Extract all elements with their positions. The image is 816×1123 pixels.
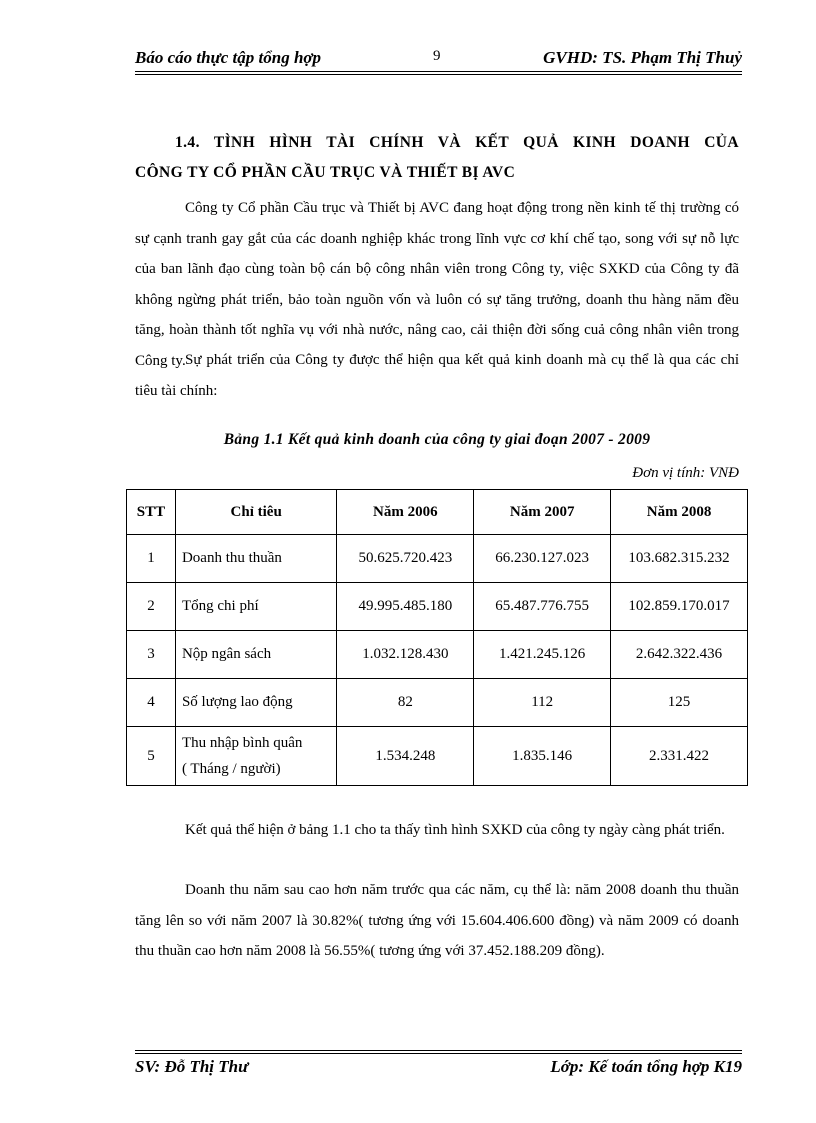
footer-student: SV: Đỗ Thị Thư — [135, 1057, 249, 1076]
table-header-row — [127, 490, 748, 535]
cell-2006: 1.032.128.430 — [337, 631, 474, 679]
page-header — [135, 48, 742, 72]
column-header-2007: Năm 2007 — [474, 490, 611, 535]
table-row — [127, 631, 748, 679]
cell-2008: 102.859.170.017 — [611, 583, 748, 631]
cell-indicator: Doanh thu thuần — [175, 535, 336, 583]
cell-2008: 125 — [611, 679, 748, 727]
cell-indicator-line-2: ( Tháng / người) — [181, 761, 281, 777]
paragraph-result: Kết quả thể hiện ở bảng 1.1 cho ta thấy tình hình SXKD của công ty ngày càng phát triển. — [185, 822, 725, 838]
cell-2007: 1.835.146 — [474, 727, 611, 786]
cell-indicator-line-1: Thu nhập bình quân — [181, 735, 303, 751]
cell-2007: 65.487.776.755 — [474, 583, 611, 631]
paragraph-revenue: Doanh thu năm sau cao hơn năm trước qua các năm, cụ thể là: năm 2008 doanh thu thuần tăng lên so với năm 2007 là 30.82%( tương ứng với 15.604.406.600 đồng) và năm 2009 có doanh thu thuần cao hơn năm 2008 là 56.55%( tương ứng với 37.452.188.209 đồng). — [135, 882, 739, 959]
cell-indicator: Số lượng lao động — [175, 679, 336, 727]
cell-stt: 3 — [127, 631, 176, 679]
cell-2008: 103.682.315.232 — [611, 535, 748, 583]
column-header-stt: STT — [127, 490, 176, 535]
paragraph-development: Sự phát triển của Công ty được thể hiện qua kết quả kinh doanh mà cụ thể là qua các chỉ tiêu tài chính: — [135, 352, 739, 399]
cell-2008: 2.331.422 — [611, 727, 748, 786]
column-header-indicator: Chỉ tiêu — [175, 490, 336, 535]
section-heading-line-1: 1.4. TÌNH HÌNH TÀI CHÍNH VÀ KẾT QUẢ KINH DOANH CỦA — [175, 134, 739, 151]
table-row — [127, 679, 748, 727]
business-results-table — [126, 489, 748, 786]
footer-class: Lớp: Kế toán tổng hợp K19 — [550, 1057, 742, 1076]
cell-2007: 1.421.245.126 — [474, 631, 611, 679]
footer-rule-double — [135, 1053, 742, 1054]
cell-indicator — [175, 727, 336, 786]
cell-stt: 2 — [127, 583, 176, 631]
column-header-2008: Năm 2008 — [611, 490, 748, 535]
section-heading-line-2: CÔNG TY CỔ PHẦN CẦU TRỤC VÀ THIẾT BỊ AVC — [135, 164, 516, 181]
header-report-title: Báo cáo thực tập tổng hợp — [135, 48, 322, 67]
cell-stt: 1 — [127, 535, 176, 583]
page-number: 9 — [433, 48, 441, 64]
cell-stt: 5 — [127, 727, 176, 786]
header-rule-double — [135, 74, 742, 75]
cell-2006: 50.625.720.423 — [337, 535, 474, 583]
cell-2007: 66.230.127.023 — [474, 535, 611, 583]
header-rule — [135, 71, 742, 72]
page-footer — [135, 1057, 742, 1081]
footer-rule — [135, 1050, 742, 1051]
section-heading — [135, 128, 739, 188]
table-row — [127, 727, 748, 786]
cell-2006: 1.534.248 — [337, 727, 474, 786]
cell-stt: 4 — [127, 679, 176, 727]
table-row — [127, 535, 748, 583]
cell-indicator: Nộp ngân sách — [175, 631, 336, 679]
paragraph-intro: Công ty Cổ phần Cầu trục và Thiết bị AVC đang hoạt động trong nền kinh tế thị trường có sự cạnh tranh gay gắt của các doanh nghiệp khác trong lĩnh vực cơ khí chế tạo, song với sự nỗ lực của ban lãnh đạo cùng toàn bộ cán bộ công nhân viên trong Công ty, việc SXKD của Công ty đã không ngừng phát triển, bảo toàn nguồn vốn và luôn có sự tăng trưởng, doanh thu hàng năm đều tăng, hoàn thành tốt nghĩa vụ với nhà nước, nâng cao, cải thiện đời sống cuả công nhân viên trong Công ty. — [135, 200, 739, 369]
cell-2008: 2.642.322.436 — [611, 631, 748, 679]
table-row — [127, 583, 748, 631]
cell-2006: 49.995.485.180 — [337, 583, 474, 631]
cell-2007: 112 — [474, 679, 611, 727]
table-unit: Đơn vị tính: VNĐ — [632, 465, 739, 481]
column-header-2006: Năm 2006 — [337, 490, 474, 535]
header-advisor: GVHD: TS. Phạm Thị Thuỷ — [543, 48, 742, 67]
table-caption: Bảng 1.1 Kết quả kinh doanh của công ty giai đoạn 2007 - 2009 — [223, 431, 651, 448]
cell-2006: 82 — [337, 679, 474, 727]
cell-indicator: Tổng chi phí — [175, 583, 336, 631]
